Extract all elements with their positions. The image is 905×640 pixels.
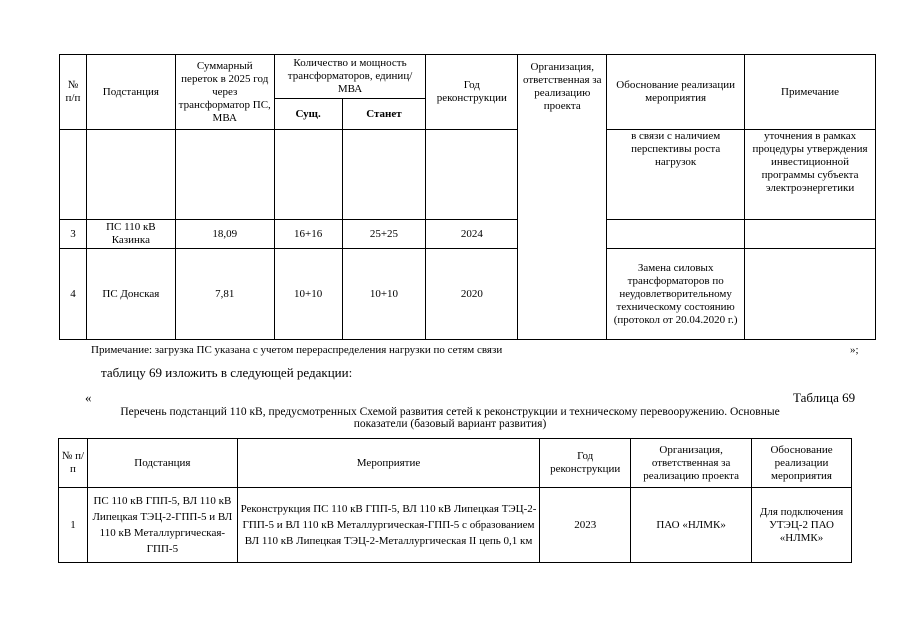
row-planned: 10+10 [342, 249, 426, 340]
row-substation: ПС 110 кВ ГПП-5, ВЛ 110 кВ Липецкая ТЭЦ-2-ГПП-5 и ВЛ 110 кВ Металлургическая-ГПП-5 [87, 488, 237, 563]
header-planned: Станет [342, 99, 426, 130]
substation-table-continuation [59, 54, 876, 340]
header-note: Примечание [745, 55, 876, 130]
row-num: 1 [59, 488, 88, 563]
row-justification: Для подключения УТЭЦ-2 ПАО «НЛМК» [752, 488, 852, 563]
header-existing: Сущ. [274, 99, 342, 130]
row-existing: 16+16 [274, 220, 342, 249]
substation-table-69 [58, 438, 852, 563]
header-year: Год реконструкции [426, 55, 518, 130]
header-justification: Обоснование реализации мероприятия [752, 439, 852, 488]
row-note [745, 249, 876, 340]
header-num: № п/п [60, 55, 87, 130]
row-year: 2020 [426, 249, 518, 340]
header-num: № п/п [59, 439, 88, 488]
row-flow: 7,81 [175, 249, 274, 340]
header-org: Организация, ответственная за реализацию проекта [631, 439, 752, 488]
row-planned: 25+25 [342, 220, 426, 249]
header-flow: Суммарный переток в 2025 год через трансформатор ПС, МВА [175, 55, 274, 130]
table-number: Таблица 69 [793, 390, 856, 405]
header-substation: Подстанция [86, 55, 175, 130]
continuation-justification: в связи с наличием перспективы роста нагрузок [607, 130, 745, 220]
header-substation: Подстанция [87, 439, 237, 488]
instruction-text: таблицу 69 изложить в следующей редакции: [101, 365, 353, 380]
row-year: 2024 [426, 220, 518, 249]
table-row [59, 488, 852, 563]
row-year: 2023 [540, 488, 631, 563]
row-substation: ПС Донская [86, 249, 175, 340]
row-measure: Реконструкция ПС 110 кВ ГПП-5, ВЛ 110 кВ Липецкая ТЭЦ-2-ГПП-5 и ВЛ 110 кВ Металлургическая-ГПП-5 с образованием ВЛ 110 кВ Липецкая ТЭЦ-2-Металлургическая II цепь 0,1 км [237, 488, 539, 563]
header-measure: Мероприятие [237, 439, 539, 488]
table-row [60, 249, 876, 340]
row-flow: 18,09 [175, 220, 274, 249]
row-num: 3 [60, 220, 87, 249]
row-num: 4 [60, 249, 87, 340]
row-existing: 10+10 [274, 249, 342, 340]
row-substation: ПС 110 кВ Казинка [86, 220, 175, 249]
table-title: Перечень подстанций 110 кВ, предусмотренных Схемой развития сетей к реконструкции и техническому перевооружению. Основные показатели (базовый вариант развития) [120, 406, 780, 430]
row-org: ПАО «НЛМК» [631, 488, 752, 563]
closing-quote: »; [850, 344, 859, 356]
table-note: Примечание: загрузка ПС указана с учетом перераспределения нагрузки по сетям связи [91, 344, 503, 356]
row-justification [607, 220, 745, 249]
row-justification: Замена силовых трансформаторов по неудовлетворительному техническому состоянию (протокол от 20.04.2020 г.) [607, 249, 745, 340]
header-transformers: Количество и мощность трансформаторов, единиц/МВА [274, 55, 426, 99]
opening-quote: « [85, 390, 92, 405]
header-org: Организация, ответственная за реализацию проекта [518, 55, 607, 340]
continuation-note: уточнения в рамках процедуры утверждения инвестиционной программы субъекта электроэнергетики [745, 130, 876, 220]
header-year: Год реконструкции [540, 439, 631, 488]
table-row [60, 220, 876, 249]
header-justification: Обоснование реализации мероприятия [607, 55, 745, 130]
row-note [745, 220, 876, 249]
